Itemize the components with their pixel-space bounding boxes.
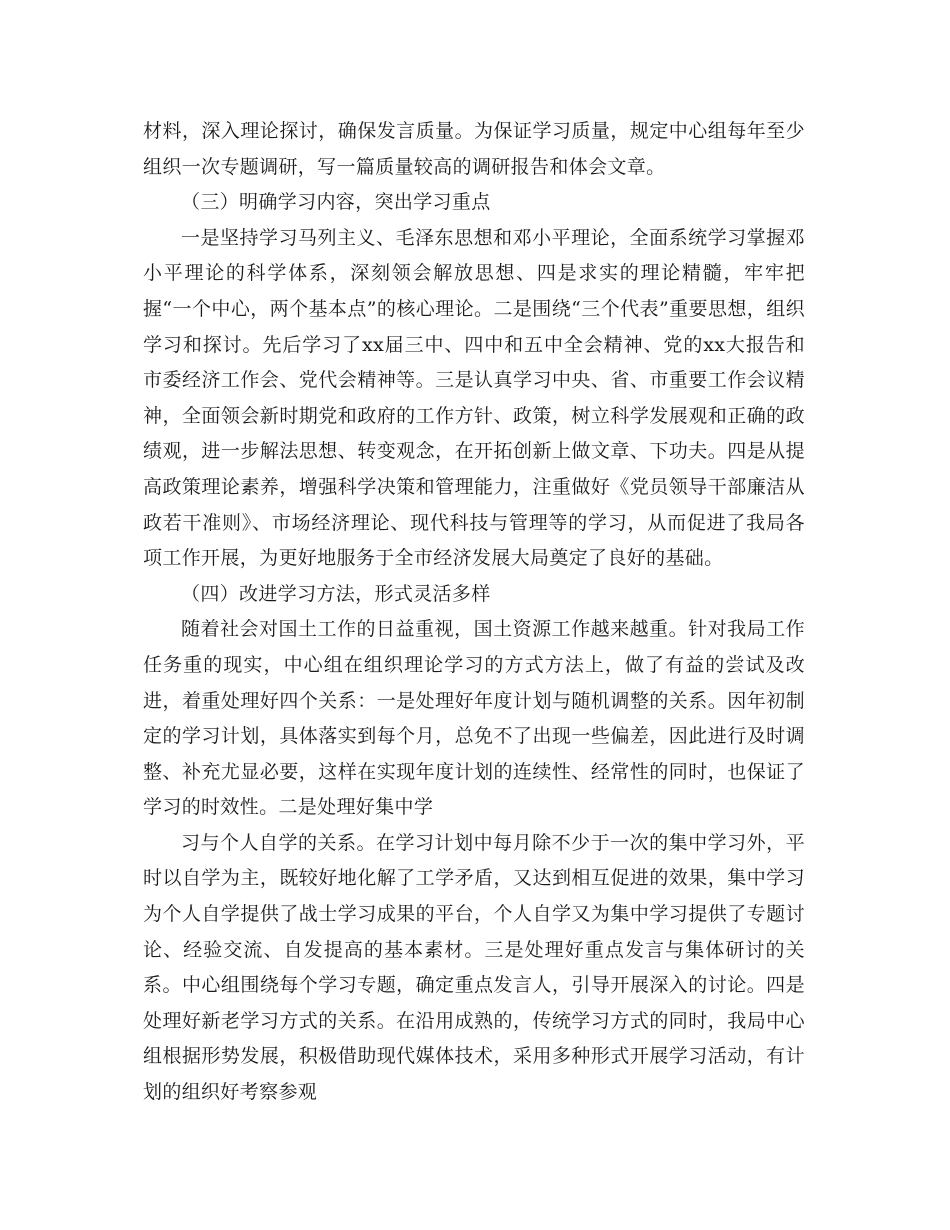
paragraph-study-methods: 随着社会对国土工作的日益重视，国土资源工作越来越重。针对我局工作任务重的现实，中心组在组织理论学习的方式方法上，做了有益的尝试及改进，着重处理好四个关系：一是处理好年度计划与随机调整的关系。因年初制定的学习计划，具体落实到每个月，总免不了出现一些偏差，因此进行及时调整、补充尤显必要，这样在实现年度计划的连续性、经常性的同时，也保证了学习的时效性。二是处理好集中学 (143, 618, 805, 819)
paragraph-study-content: 一是坚持学习马列主义、毛泽东思想和邓小平理论，全面系统学习掌握邓小平理论的科学体系，深刻领会解放思想、四是求实的理论精髓，牢牢把握“一个中心，两个基本点”的核心理论。二是围绕“三个代表”重要思想，组织学习和探讨。先后学习了xx届三中、四中和五中全会精神、党的xx大报告和市委经济工作会、党代会精神等。三是认真学习中央、省、市重要工作会议精神，全面领会新时期党和政府的工作方针、政策，树立科学发展观和正确的政绩观，进一步解法思想、转变观念，在开拓创新上做文章、下功夫。四是从提高政策理论素养，增强科学决策和管理能力，注重做好《党员领导干部廉洁从政若干准则》、市场经济理论、现代科技与管理等的学习，从而促进了我局各项工作开展，为更好地服务于全市经济发展大局奠定了良好的基础。 (143, 226, 805, 570)
document-page (143, 114, 805, 1111)
section-heading-three: （三）明确学习内容，突出学习重点 (181, 191, 491, 214)
section-heading-four: （四）改进学习方法，形式灵活多样 (181, 582, 491, 605)
paragraph-self-study: 习与个人自学的关系。在学习计划中每月除不少于一次的集中学习外，平时以自学为主，既较好地化解了工学矛盾，又达到相互促进的效果，集中学习为个人自学提供了战士学习成果的平台，个人自学又为集中学习提供了专题讨论、经验交流、自发提高的基本素材。三是处理好重点发言与集体研讨的关系。中心组围绕每个学习专题，确定重点发言人，引导开展深入的讨论。四是处理好新老学习方式的关系。在沿用成熟的，传统学习方式的同时，我局中心组根据形势发展，积极借助现代媒体技术，采用多种形式开展学习活动，有计划的组织好考察参观 (143, 831, 805, 1104)
paragraph-continuation: 材料，深入理论探讨，确保发言质量。为保证学习质量，规定中心组每年至少组织一次专题调研，写一篇质量较高的调研报告和体会文章。 (143, 120, 805, 178)
